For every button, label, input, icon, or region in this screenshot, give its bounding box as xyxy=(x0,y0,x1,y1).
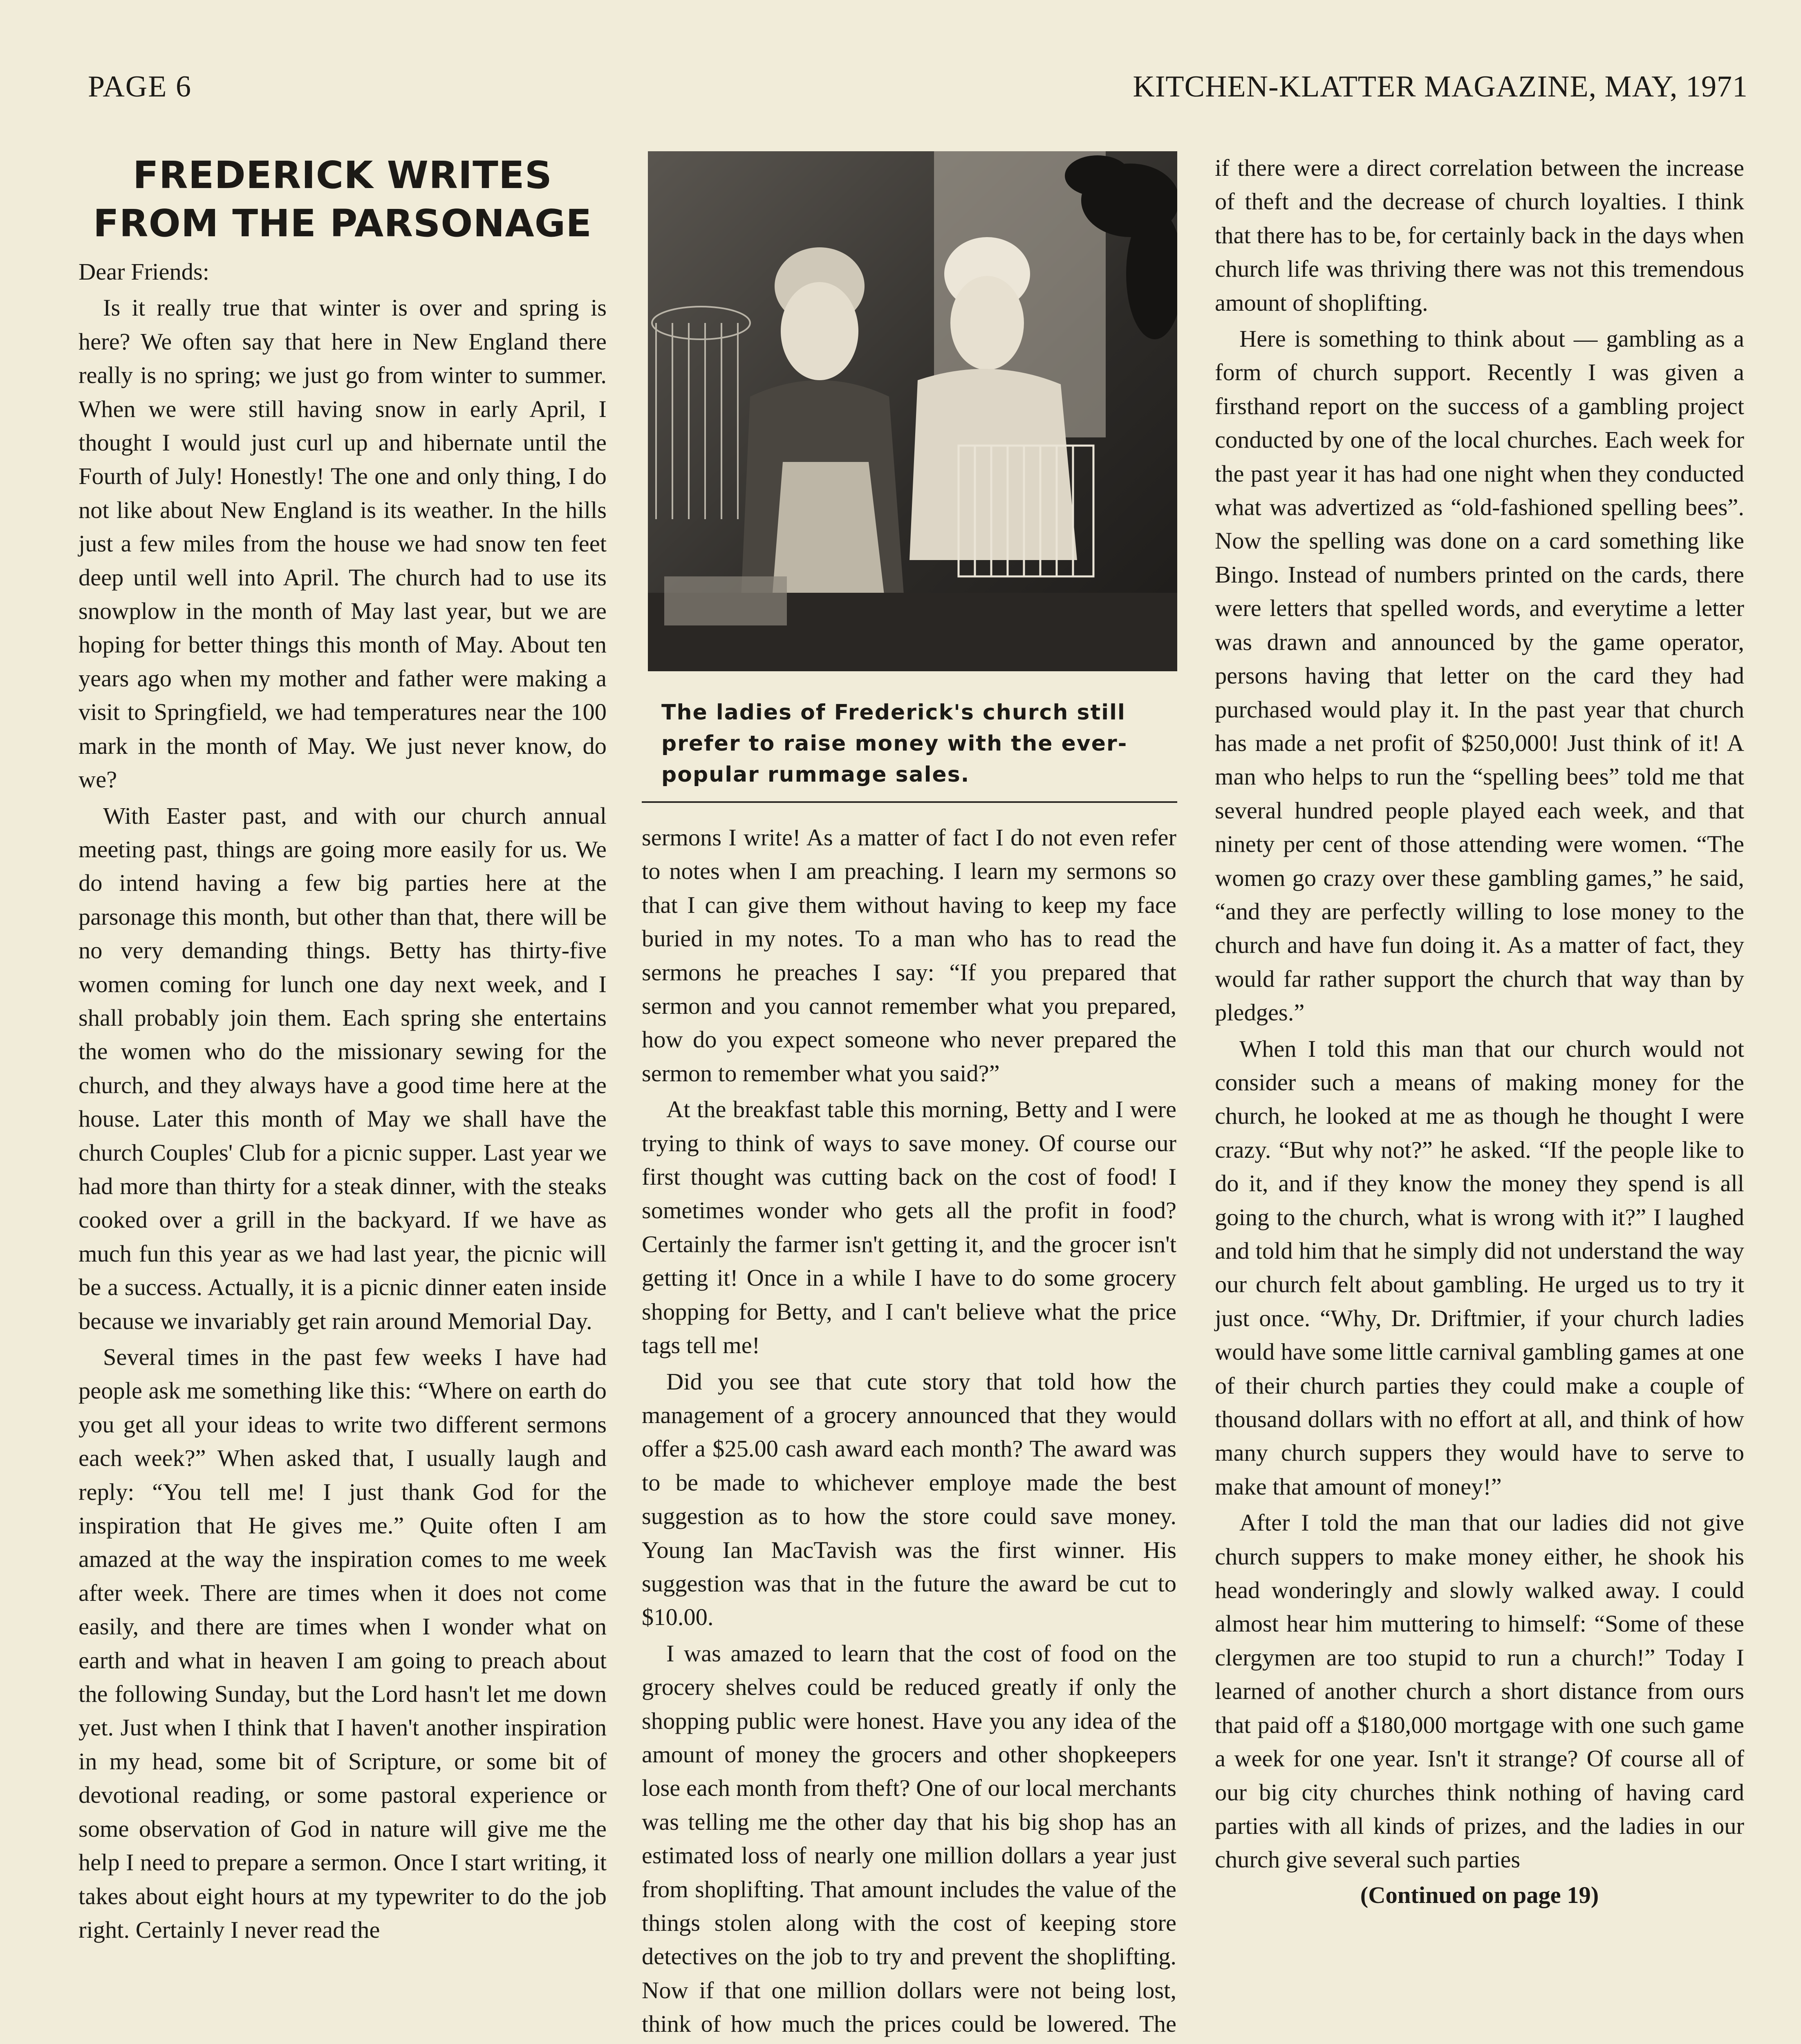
paragraph: if there were a direct correlation between the increase of theft and the decrease of church loyalties. I think that there has to be, for certainly back in the days when church life was thriving there was not this tremendous amount of shoplifting. xyxy=(1215,155,1744,316)
paragraph: I was amazed to learn that the cost of food on the grocery shelves could be reduced greatly if only the shopping public were honest. Have you any idea of the amount of money the grocers and other shopkeepers lose each month from theft? One of our local merchants was telling me the other day that his big shop has an estimated loss of nearly one million dollars a year just from shoplifting. That amount includes the value of the things stolen along with the cost of keeping store detectives on the job to try and prevent the shoplifting. Now if that one million dollars were not being lost, think of how much the prices could be lowered. The xyxy=(642,1640,1176,2037)
headline-line-1: FREDERICK WRITES xyxy=(132,153,553,197)
page-header xyxy=(0,0,1801,123)
caption-divider xyxy=(642,801,1177,803)
paragraph: Here is something to think about — gambling as a form of church support. Recently I was given a firsthand report on the success of a gambling project conducted by one of the local churches. Each week for the past year it has had one night when they conducted what was advertized as “old-fashioned spelling bees”. Now the spelling was done on a card something like Bingo. Instead of numbers printed on the cards, there were letters that spelled words, and everytime a letter was drawn and announced by the game operator, persons having that letter on the card they had purchased would play it. In the past year that church has made a net profit of $250,000! Just think of it! A man who helps to run the “spelling bees” told me that several hundred people played each week, and that ninety per cent of those attending were women. “The women go crazy over these gambling games,” he said, “and they are perfectly willing to lose money to the church and have fun doing it. As a matter of fact, they would far rather support the church that way than by pledges.” xyxy=(1215,325,1744,1026)
magazine-title: KITCHEN-KLATTER MAGAZINE, MAY, 1971 xyxy=(1133,70,1748,103)
paragraph: At the breakfast table this morning, Betty and I were trying to think of ways to save money. Of course our first thought was cutting back on the cost of food! I sometimes wonder who gets all the profit in food? Certainly the farmer isn't getting it, and the grocer isn't getting it! Once in a while I have to do some grocery shopping for Betty, and I can't believe what the price tags tell me! xyxy=(642,1096,1176,1359)
headline-line-2: FROM THE PARSONAGE xyxy=(93,202,592,245)
rummage-sale-photo xyxy=(648,151,1177,671)
column-2 xyxy=(642,821,1176,2044)
paragraph: When I told this man that our church would not consider such a means of making money for the church, he looked at me as though he thought I were crazy. “But why not?” he asked. “If the people like to do it, and if they know the money they spend is all going to the church, what is wrong with it?” I laughed and told him that he simply did not understand the way our church felt about gambling. He urged us to try it just once. “Why, Dr. Driftmier, if your church ladies would have some little carnival gambling games at one of their church parties they could make a couple of thousand dollars with no effort at all, and think of how many church suppers they would have to serve to make that amount of money!” xyxy=(1215,1035,1744,1500)
article-headline xyxy=(78,151,607,248)
paragraph: With Easter past, and with our church annual meeting past, things are going more easily for us. We do intend having a few big parties here at the parsonage this month, but other than that, there will be no very demanding things. Betty has thirty-five women coming for lunch one day next week, and I shall probably join them. Each spring she entertains the women who do the missionary sewing for the church, and they always have a good time here at the house. Later this month of May we shall have the church Couples' Club for a picnic supper. Last year we had more than thirty for a steak dinner, with the steaks cooked over a grill in the backyard. If we have as much fun this year as we had last year, the picnic will be a success. Actually, it is a picnic dinner eaten inside because we invariably get rain around Memorial Day. xyxy=(78,802,607,1334)
paragraph: sermons I write! As a matter of fact I do not even refer to notes when I am preaching. I learn my sermons so that I can give them without having to keep my face buried in my notes. To a man who has to read the sermons he preaches I say: “If you prepared that sermon and you cannot remember what you prepared, how do you expect someone who never prepared the sermon to remember what you said?” xyxy=(642,824,1176,1087)
photo-caption: The ladies of Frederick's church still prefer to raise money with the ever-popular rummage sales. xyxy=(661,700,1128,787)
paragraph: After I told the man that our ladies did not give church suppers to make money either, he shook his head wonderingly and slowly walked away. I could almost hear him muttering to himself: “Some of these clergymen are too stupid to run a church!” Today I learned of another church a short distance from ours that paid off a $180,000 mortgage with one such game a week for one year. Isn't it strange? Of course all of our big city churches think nothing of having card parties with all kinds of prizes, and the ladies in our church give several such parties xyxy=(1215,1509,1744,1873)
photo-image xyxy=(648,151,1177,671)
paragraph: Several times in the past few weeks I have had people ask me something like this: “Where on earth do you get all your ideas to write two different sermons each week?” When asked that, I usually laugh and reply: “You tell me! I just thank God for the inspiration that He gives me.” Quite often I am amazed at the way the inspiration comes to me week after week. There are times when it does not come easily, and there are times when I wonder what on earth and what in heaven I am going to preach about the following Sunday, but the Lord hasn't let me down yet. Just when I think that I haven't another inspiration in my head, some bit of Scripture, or some bit of devotional reading, or some pastoral experience or some observation of God in nature will give me the help I need to prepare a sermon. Once I start writing, it takes about eight hours at my typewriter to do the job right. Certainly I never read the xyxy=(78,1344,607,1943)
continued-note: (Continued on page 19) xyxy=(1360,1881,1599,1908)
column-3 xyxy=(1215,151,1744,1912)
paragraph: Did you see that cute story that told how the management of a grocery announced that they would offer a $25.00 cash award each month? The award was to be made to whichever employe made the best suggestion as to how the store could save money. Young Ian MacTavish was the first winner. His suggestion was that in the future the award be cut to $10.00. xyxy=(642,1368,1176,1631)
paragraph: Is it really true that winter is over and spring is here? We often say that here in New England there really is no spring; we just go from winter to summer. When we were still having snow in early April, I thought I would just curl up and hibernate until the Fourth of July! Honestly! The one and only thing, I do not like about New England is its weather. In the hills just a few miles from the house we had snow ten feet deep until well into April. The church had to use its snowplow in the month of May last year, but we are hoping for better things this month of May. About ten years ago when my mother and father were making a visit to Springfield, we had temperatures near the 100 mark in the month of May. We just never know, do we? xyxy=(78,294,607,793)
salutation: Dear Friends: xyxy=(78,258,210,285)
column-1 xyxy=(78,151,607,1947)
page-number: PAGE 6 xyxy=(88,70,192,103)
